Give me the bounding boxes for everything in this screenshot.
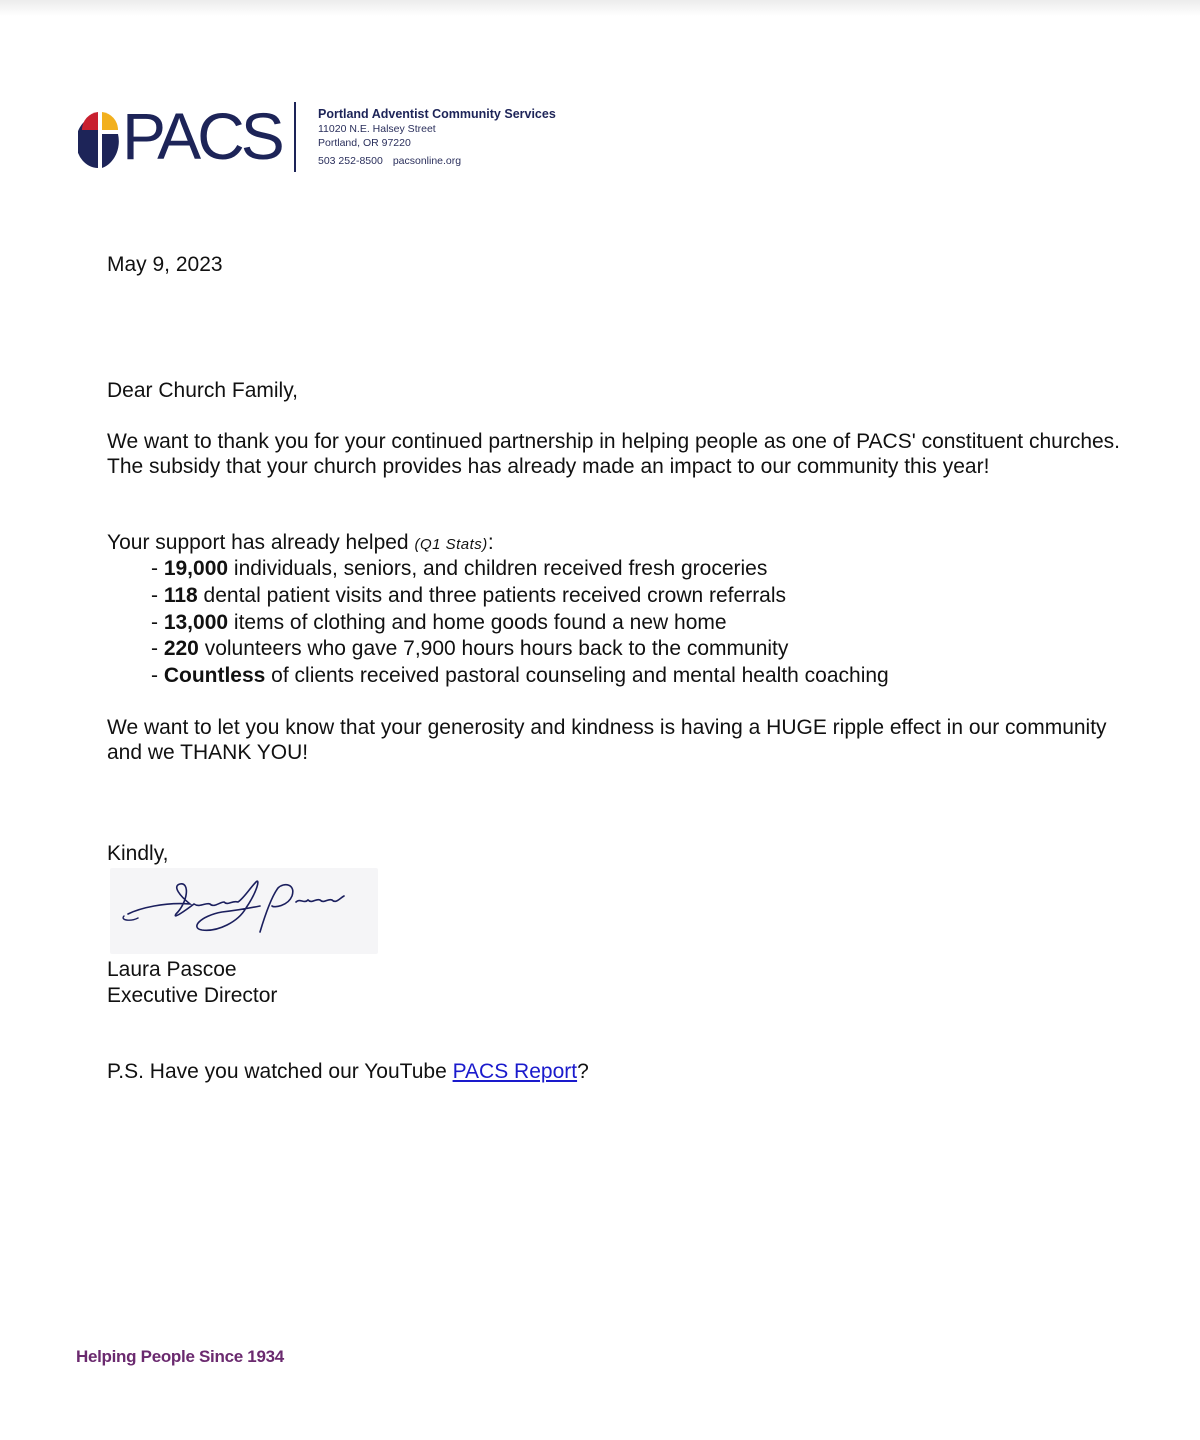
stats-item	[151, 556, 889, 583]
stat-text: dental patient visits and three patients received crown referrals	[197, 583, 787, 607]
stat-bullet: -	[151, 610, 164, 634]
stat-figure: 118	[163, 583, 198, 607]
stat-text: individuals, seniors, and children received fresh groceries	[228, 557, 768, 580]
org-contact	[318, 154, 556, 168]
letter-paragraph-1: We want to thank you for your continued partnership in helping people as one of PACS' constituent churches. The subsidy that your church provides has already made an impact to our community this year!	[107, 430, 1121, 478]
postscript-end: ?	[577, 1060, 589, 1083]
signature-scribble	[110, 868, 378, 954]
support-note: (Q1 Stats)	[414, 536, 488, 553]
logo-wordmark: PACS	[122, 99, 281, 173]
postscript	[107, 1059, 589, 1084]
stat-bullet: -	[151, 557, 164, 580]
stat-figure: 220	[163, 637, 199, 661]
stats-item	[151, 663, 889, 690]
stat-figure: 13,000	[163, 610, 229, 634]
org-address-line2: Portland, OR 97220	[318, 137, 411, 149]
stats-item	[151, 636, 889, 663]
org-website: pacsonline.org	[392, 155, 462, 167]
org-name: Portland Adventist Community Services	[318, 107, 556, 121]
cross-emblem-icon	[78, 108, 122, 170]
stats-item	[151, 610, 889, 637]
stat-text: of clients received pastoral counseling and mental health coaching	[265, 664, 889, 688]
footer-tagline: Helping People Since 1934	[76, 1347, 284, 1366]
signature-image	[110, 868, 378, 954]
stat-figure: 19,000	[163, 557, 229, 580]
pacs-logo	[78, 99, 281, 173]
signer-title: Executive Director	[107, 984, 278, 1007]
pacs-report-link[interactable]: PACS Report	[452, 1060, 578, 1083]
stat-bullet: -	[151, 583, 164, 607]
stat-text: items of clothing and home goods found a new home	[228, 610, 727, 634]
stats-item	[151, 583, 889, 610]
org-address-line1: 11020 N.E. Halsey Street	[318, 123, 436, 135]
stat-bullet: -	[151, 637, 164, 661]
support-intro	[107, 530, 494, 557]
support-colon: :	[487, 531, 494, 554]
letter-greeting: Dear Church Family,	[107, 379, 298, 402]
support-intro-text: Your support has already helped	[107, 531, 409, 554]
stat-figure: Countless	[163, 664, 266, 688]
org-info	[318, 106, 556, 168]
stat-text: volunteers who gave 7,900 hours hours back to the community	[198, 637, 789, 661]
signer-name: Laura Pascoe	[107, 958, 237, 981]
letter-paragraph-2: We want to let you know that your generosity and kindness is having a HUGE ripple effect in our community and we THANK YOU!	[107, 716, 1107, 764]
letter-date: May 9, 2023	[107, 253, 223, 276]
stats-list	[151, 556, 889, 690]
postscript-text: P.S. Have you watched our YouTube	[107, 1060, 453, 1083]
letter-closing: Kindly,	[107, 842, 169, 865]
stat-bullet: -	[151, 664, 164, 688]
page-top-shadow	[0, 0, 1200, 16]
letterhead-divider	[294, 102, 296, 172]
org-phone: 503 252-8500	[318, 155, 383, 167]
